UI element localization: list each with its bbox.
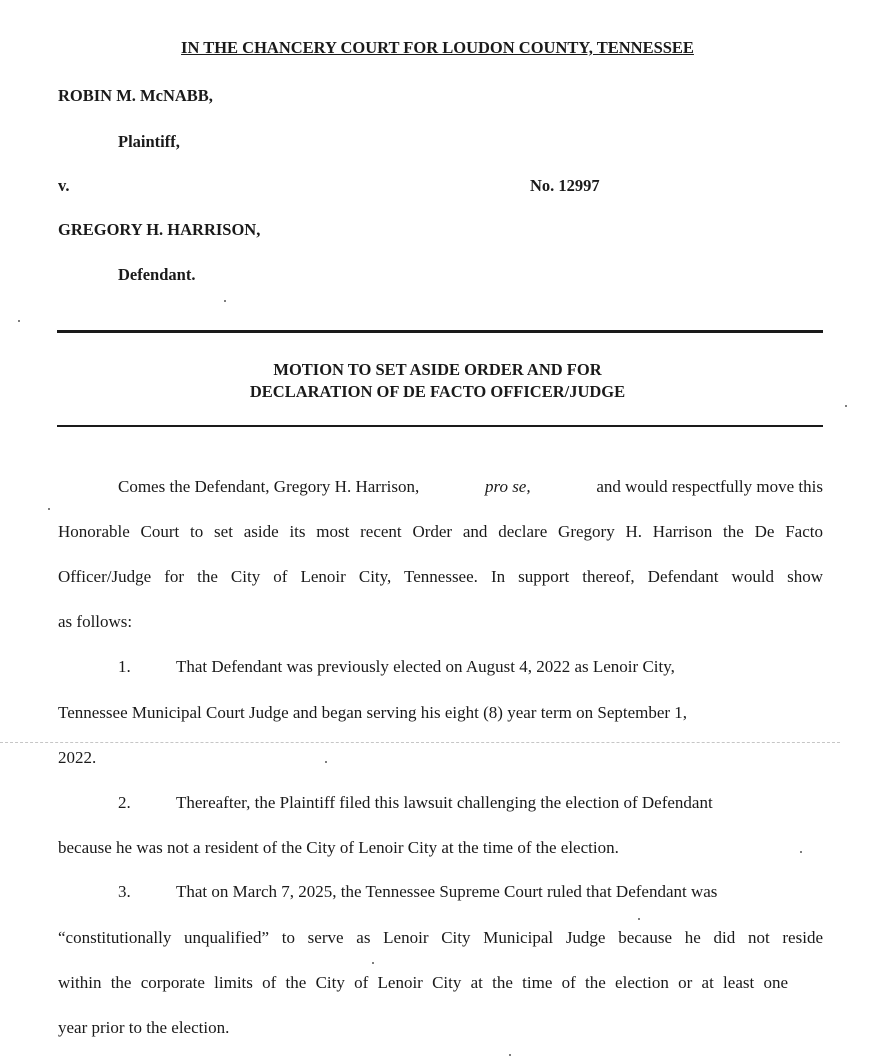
court-heading: IN THE CHANCERY COURT FOR LOUDON COUNTY, TENNESSEE	[181, 38, 694, 57]
intro-text-a: Comes the Defendant, Gregory H. Harrison,	[118, 477, 420, 496]
scan-speck	[845, 405, 847, 407]
paragraph-first-line: Thereafter, the Plaintiff filed this lawsuit challenging the election of Defendant	[176, 793, 713, 812]
versus-label: v.	[58, 176, 70, 195]
scan-speck	[325, 761, 327, 763]
paragraph-number: 2.	[118, 793, 131, 812]
scan-speck	[800, 851, 802, 853]
paragraph-number: 3.	[118, 882, 131, 901]
paragraph-line: “constitutionally unqualified” to serve as Lenoir City Municipal Judge because he did not reside	[58, 928, 823, 947]
case-number: No. 12997	[530, 176, 600, 195]
intro-text-b: and would respectfully move this	[596, 477, 823, 496]
intro-line-4: as follows:	[58, 612, 133, 631]
intro-line-2: Honorable Court to set aside its most recent Order and declare Gregory H. Harrison the De Facto	[58, 522, 823, 541]
intro-line-1	[118, 477, 823, 497]
paragraph-line: year prior to the election.	[58, 1018, 230, 1037]
caption-divider-bottom	[57, 425, 823, 427]
scan-speck	[224, 300, 226, 302]
paragraph-line: 2022.	[58, 748, 97, 767]
paragraph-line: Tennessee Municipal Court Judge and began serving his eight (8) year term on September 1,	[58, 703, 688, 722]
paragraph-number: 1.	[118, 657, 131, 676]
defendant-name: GREGORY H. HARRISON,	[58, 220, 261, 239]
scan-speck	[638, 918, 640, 920]
motion-title-line-1: MOTION TO SET ASIDE ORDER AND FOR	[273, 360, 602, 379]
scan-artifact-line	[0, 742, 840, 743]
intro-line-3: Officer/Judge for the City of Lenoir City, Tennessee. In support thereof, Defendant would show	[58, 567, 823, 586]
defendant-role: Defendant.	[118, 265, 196, 284]
scan-speck	[509, 1054, 511, 1056]
paragraph-line: within the corporate limits of the City of Lenoir City at the time of the election or at least one	[58, 973, 788, 992]
plaintiff-role: Plaintiff,	[118, 132, 180, 151]
scan-speck	[372, 962, 374, 964]
scan-speck	[18, 320, 20, 322]
pro-se-text: pro se,	[484, 477, 531, 496]
motion-title-line-2: DECLARATION OF DE FACTO OFFICER/JUDGE	[249, 382, 626, 401]
paragraph-first-line: That on March 7, 2025, the Tennessee Supreme Court ruled that Defendant was	[176, 882, 718, 901]
paragraph-first-line: That Defendant was previously elected on August 4, 2022 as Lenoir City,	[176, 657, 675, 676]
paragraph-line: because he was not a resident of the City of Lenoir City at the time of the election.	[58, 838, 619, 857]
scan-speck	[48, 508, 50, 510]
plaintiff-name: ROBIN M. McNABB,	[58, 86, 213, 105]
caption-divider-top	[57, 330, 823, 333]
